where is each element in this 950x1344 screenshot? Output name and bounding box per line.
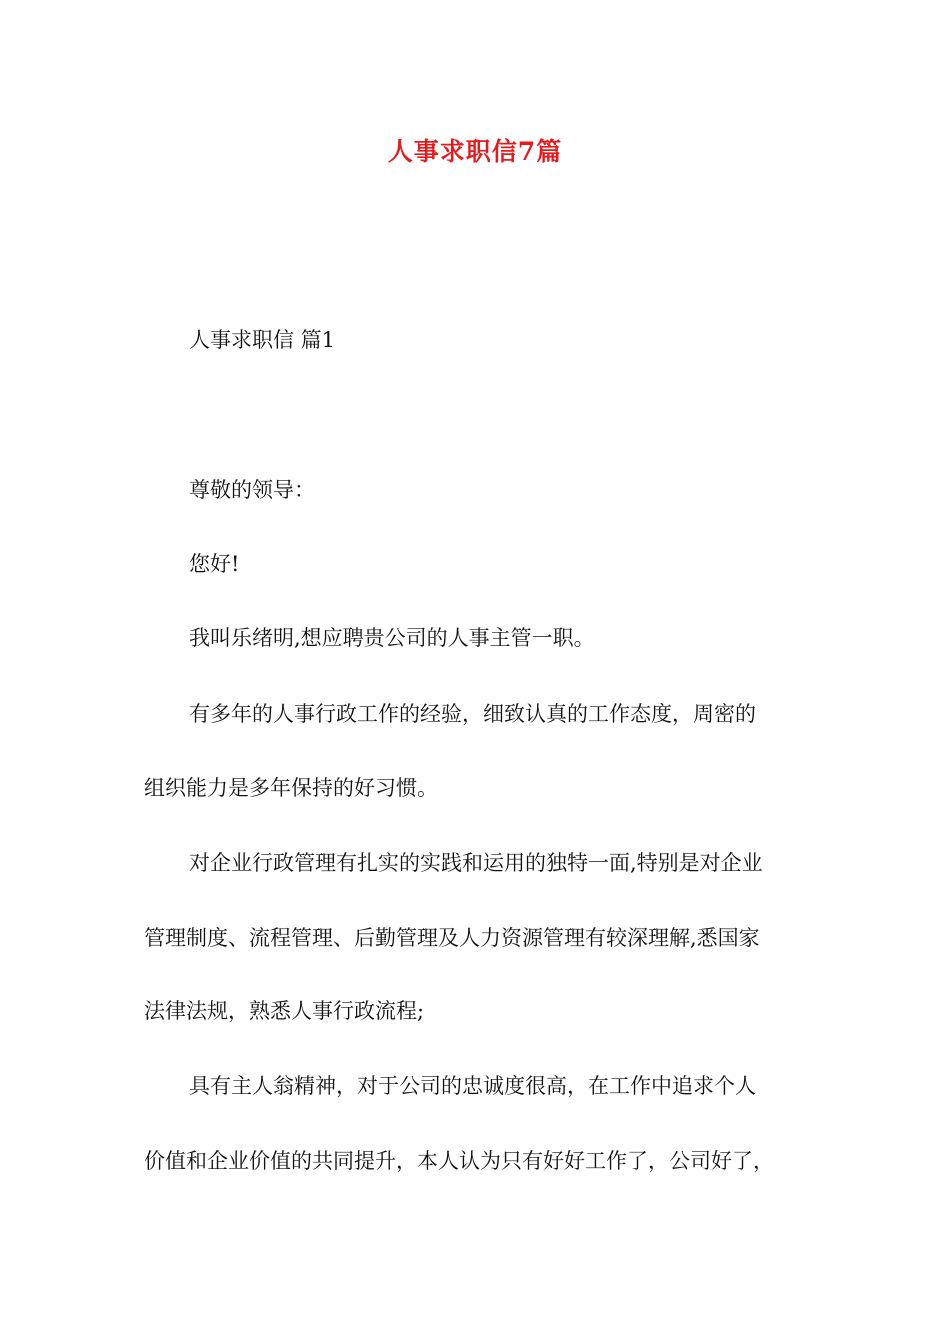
paragraph-line: 对企业行政管理有扎实的实践和运用的独特一面,特别是对企业 bbox=[189, 851, 763, 875]
paragraph-line: 有多年的人事行政工作的经验，细致认真的工作态度，周密的 bbox=[189, 702, 756, 726]
salutation: 尊敬的领导： bbox=[189, 478, 315, 502]
paragraph-line: 管理制度、流程管理、后勤管理及人力资源管理有较深理解,悉国家 bbox=[144, 926, 760, 950]
greeting: 您好! bbox=[189, 552, 240, 576]
paragraph-line: 我叫乐绪明,想应聘贵公司的人事主管一职。 bbox=[189, 626, 595, 650]
section-heading: 人事求职信 篇1 bbox=[189, 328, 336, 352]
paragraph-line: 价值和企业价值的共同提升，本人认为只有好好工作了，公司好了， bbox=[144, 1149, 774, 1173]
paragraph-line: 法律法规，熟悉人事行政流程; bbox=[144, 999, 425, 1023]
paragraph-line: 组织能力是多年保持的好习惯。 bbox=[144, 776, 438, 800]
paragraph-line: 具有主人翁精神，对于公司的忠诚度很高，在工作中追求个人 bbox=[189, 1074, 756, 1098]
document-title: 人事求职信7篇 bbox=[387, 137, 563, 166]
